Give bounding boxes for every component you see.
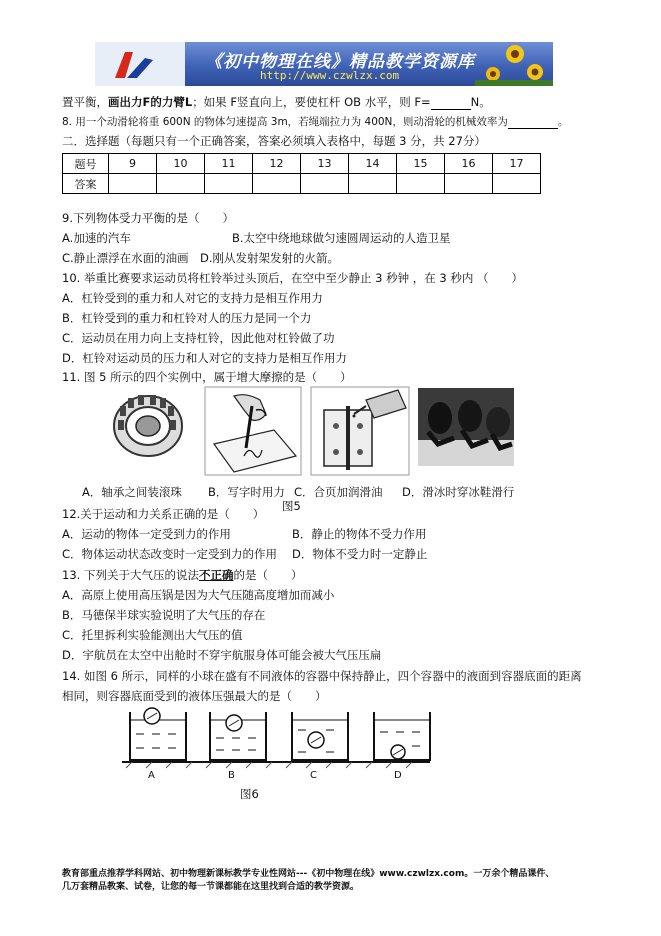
banner-url: http://www.czwlzx.com	[260, 69, 400, 82]
header-banner	[95, 42, 553, 86]
table-cell: 11	[205, 154, 253, 174]
container-d	[374, 712, 430, 760]
q10-option-d: D．杠铃对运动员的压力和人对它的支持力是相互作用力	[62, 351, 347, 365]
table-header-label: 答案	[63, 174, 109, 194]
answer-table-number-row	[63, 154, 541, 174]
hinge-illustration	[310, 386, 410, 476]
skating-photo	[418, 388, 514, 466]
answer-cell[interactable]	[301, 174, 349, 194]
container-label-d: D	[394, 770, 402, 781]
q10-stem: 10. 举重比赛要求运动员将杠铃举过头顶后，在空中至少静止 3 秒钟 ，在 3 秒内 （ ）	[62, 271, 524, 285]
answer-cell[interactable]	[349, 174, 397, 194]
q9-option-d: D.刚从发射架发射的火箭。	[200, 251, 340, 265]
q14-stem-line1: 14. 如图 6 所示，同样的小球在盛有不同液体的容器中保持静止，四个容器中的液面到容器底面的距离	[62, 669, 582, 683]
table-cell: 15	[397, 154, 445, 174]
q11-option-a: A．轴承之间装滚珠	[82, 485, 182, 499]
q12-option-b: B．静止的物体不受力作用	[292, 527, 427, 541]
answer-table	[62, 153, 541, 194]
table-cell: 16	[445, 154, 493, 174]
table-cell: 9	[109, 154, 157, 174]
container-a	[130, 708, 186, 760]
footer-line1: 教育部重点推荐学科网站、初中物理新课标教学专业性网站---《初中物理在线》www.czwlzx.com。一万余个精品课件、	[62, 869, 555, 879]
answer-cell[interactable]	[109, 174, 157, 194]
q12-option-d: D．物体不受力时一定静止	[292, 547, 428, 561]
answer-cell[interactable]	[157, 174, 205, 194]
q10-option-a: A．杠铃受到的重力和人对它的支持力是相互作用力	[62, 291, 323, 305]
q10-option-b: B．杠铃受到的重力和杠铃对人的压力是同一个力	[62, 311, 312, 325]
table-header-label: 题号	[63, 154, 109, 174]
q7-tail: 置平衡，画出力F的力臂L；如果 F竖直向上，要使杠杆 OB 水平，则 F= N。	[62, 95, 491, 109]
writing-illustration	[204, 386, 302, 476]
banner-title: 《初中物理在线》精品教学资源库	[205, 52, 475, 72]
footer-note	[62, 868, 622, 894]
answer-cell[interactable]	[493, 174, 541, 194]
q12-stem: 12.关于运动和力关系正确的是（ ）	[62, 507, 265, 521]
q13-option-b: B．马德保半球实验说明了大气压的存在	[62, 608, 266, 622]
q11-option-d: D．滑冰时穿冰鞋滑行	[402, 485, 515, 499]
q11-stem: 11. 图 5 所示的四个实例中，属于增大摩擦的是（ ）	[62, 370, 352, 384]
answer-cell[interactable]	[253, 174, 301, 194]
q11-option-c: C．合页加润滑油	[294, 485, 383, 499]
q10-option-c: C．运动员在用力向上支持杠铃，因此他对杠铃做了功	[62, 331, 335, 345]
answer-cell[interactable]	[205, 174, 253, 194]
q13-option-a: A．高原上使用高压锅是因为大气压随高度增加而减小	[62, 588, 335, 602]
q14-stem-line2: 相同，则容器底面受到的液体压强最大的是（ ）	[62, 689, 327, 703]
container-label-a: A	[148, 770, 155, 781]
q13-option-d: D．宇航员在太空中出舱时不穿宇航服身体可能会被大气压压扁	[62, 648, 382, 662]
section2-title: 二．选择题（每题只有一个正确答案，答案必须填入表格中，每题 3 分，共 27分）	[62, 134, 486, 148]
q9-stem: 9.下列物体受力平衡的是（ ）	[62, 211, 234, 225]
table-cell: 10	[157, 154, 205, 174]
containers-diagram	[122, 706, 432, 778]
answer-cell[interactable]	[397, 174, 445, 194]
q13-stem: 13. 下列关于大气压的说法不正确的是（ ）	[62, 568, 303, 582]
q8: 8. 用一个动滑轮将重 600N 的物体匀速提高 3m，若绳端拉力为 400N，则动滑轮的机械效率为 。	[62, 116, 569, 128]
footer-line2: 几万套精品教案、试卷，让您的每一节课都能在这里找到合适的教学资源。	[62, 882, 360, 892]
q13-option-c: C．托里拆利实验能测出大气压的值	[62, 628, 243, 642]
figure5-caption: 图5	[282, 499, 301, 513]
bearing-illustration	[108, 390, 190, 462]
q11-option-b: B．写字时用力	[208, 485, 285, 499]
container-c	[292, 712, 348, 760]
table-cell: 12	[253, 154, 301, 174]
table-cell: 13	[301, 154, 349, 174]
container-label-c: C	[310, 770, 317, 781]
figure6-caption: 图6	[240, 787, 259, 801]
answer-cell[interactable]	[445, 174, 493, 194]
q12-option-a: A．运动的物体一定受到力的作用	[62, 527, 231, 541]
q9-option-a: A.加速的汽车	[62, 231, 131, 245]
q12-option-c: C．物体运动状态改变时一定受到力的作用	[62, 547, 278, 561]
container-label-b: B	[228, 770, 235, 781]
q9-option-b: B.太空中绕地球做匀速圆周运动的人造卫星	[232, 231, 451, 245]
q9-option-c: C.静止漂浮在水面的油画	[62, 251, 189, 265]
table-cell: 17	[493, 154, 541, 174]
table-cell: 14	[349, 154, 397, 174]
container-b	[210, 712, 266, 760]
answer-table-answer-row	[63, 174, 541, 194]
